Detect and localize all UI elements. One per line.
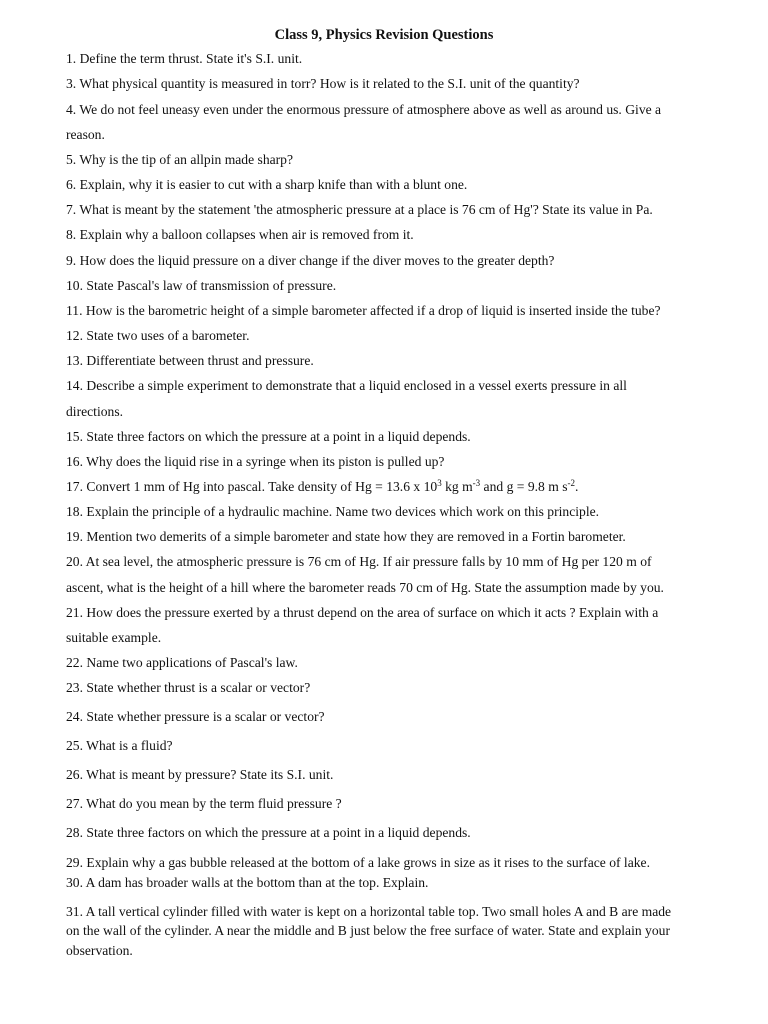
question-8: 8. Explain why a balloon collapses when air is removed from it.: [66, 227, 414, 242]
question-20: 20. At sea level, the atmospheric pressure is 76 cm of Hg. If air pressure falls by 10 mm of Hg per 120 m of: [66, 554, 652, 569]
question-15: 15. State three factors on which the pressure at a point in a liquid depends.: [66, 429, 471, 444]
question-17-text: 17. Convert 1 mm of Hg into pascal. Take density of Hg = 13.6 x 10: [66, 479, 438, 494]
question-30: 30. A dam has broader walls at the bottom than at the top. Explain.: [66, 875, 429, 890]
question-7: 7. What is meant by the statement 'the atmospheric pressure at a place is 76 cm of Hg'? State its value in Pa.: [66, 202, 653, 217]
question-14-continued: directions.: [66, 404, 124, 419]
question-24: 24. State whether pressure is a scalar or vector?: [66, 709, 325, 724]
question-4-continued: reason.: [66, 127, 105, 142]
question-18: 18. Explain the principle of a hydraulic machine. Name two devices which work on this principle.: [66, 504, 600, 519]
exponent: -2: [567, 478, 575, 488]
exponent: -3: [472, 478, 481, 488]
question-31-line-2: on the wall of the cylinder. A near the middle and B just below the free surface of water. State and explain your: [66, 923, 670, 938]
question-12: 12. State two uses of a barometer.: [66, 328, 250, 343]
question-11: 11. How is the barometric height of a simple barometer affected if a drop of liquid is inserted inside the tube?: [66, 303, 661, 318]
question-16: 16. Why does the liquid rise in a syringe when its piston is pulled up?: [66, 454, 445, 469]
question-28: 28. State three factors on which the pressure at a point in a liquid depends.: [66, 825, 471, 840]
question-17: [66, 478, 716, 496]
question-17-end: .: [575, 479, 579, 494]
question-26: 26. What is meant by pressure? State its S.I. unit.: [66, 767, 334, 782]
question-17-gravity: and g = 9.8 m s: [480, 479, 568, 494]
question-19: 19. Mention two demerits of a simple barometer and state how they are removed in a Fortin barometer.: [66, 529, 626, 544]
question-1: 1. Define the term thrust. State it's S.I. unit.: [66, 51, 303, 66]
question-21-continued: suitable example.: [66, 630, 162, 645]
question-25: 25. What is a fluid?: [66, 738, 173, 753]
page-title: Class 9, Physics Revision Questions: [274, 27, 494, 43]
question-5: 5. Why is the tip of an allpin made sharp?: [66, 152, 294, 167]
question-31: 31. A tall vertical cylinder filled with water is kept on a horizontal table top. Two small holes A and B are made: [66, 904, 672, 919]
question-22: 22. Name two applications of Pascal's law.: [66, 655, 298, 670]
question-17-unit: kg m: [441, 479, 473, 494]
question-4-line-1: 4. We do not feel uneasy even under the enormous pressure of atmosphere above as well as around us. Give a: [66, 102, 662, 117]
question-13: 13. Differentiate between thrust and pressure.: [66, 353, 314, 368]
question-23: 23. State whether thrust is a scalar or vector?: [66, 680, 311, 695]
question-9: 9. How does the liquid pressure on a diver change if the diver moves to the greater depth?: [66, 253, 555, 268]
question-4: [66, 101, 716, 119]
question-27: 27. What do you mean by the term fluid pressure ?: [66, 796, 342, 811]
question-14: 14. Describe a simple experiment to demonstrate that a liquid enclosed in a vessel exerts pressure in all: [66, 378, 627, 393]
question-29: 29. Explain why a gas bubble released at the bottom of a lake grows in size as it rises to the surface of lake.: [66, 855, 650, 870]
question-31-line-3: observation.: [66, 943, 133, 958]
question-6: 6. Explain, why it is easier to cut with a sharp knife than with a blunt one.: [66, 177, 468, 192]
exponent: 3: [437, 478, 442, 488]
question-20-continued: ascent, what is the height of a hill where the barometer reads 70 cm of Hg. State the assumption made by you.: [66, 580, 664, 595]
question-21: 21. How does the pressure exerted by a thrust depend on the area of surface on which it acts ? Explain with a: [66, 605, 659, 620]
question-3: 3. What physical quantity is measured in torr? How is it related to the S.I. unit of the quantity?: [66, 76, 580, 91]
question-10: 10. State Pascal's law of transmission of pressure.: [66, 278, 337, 293]
